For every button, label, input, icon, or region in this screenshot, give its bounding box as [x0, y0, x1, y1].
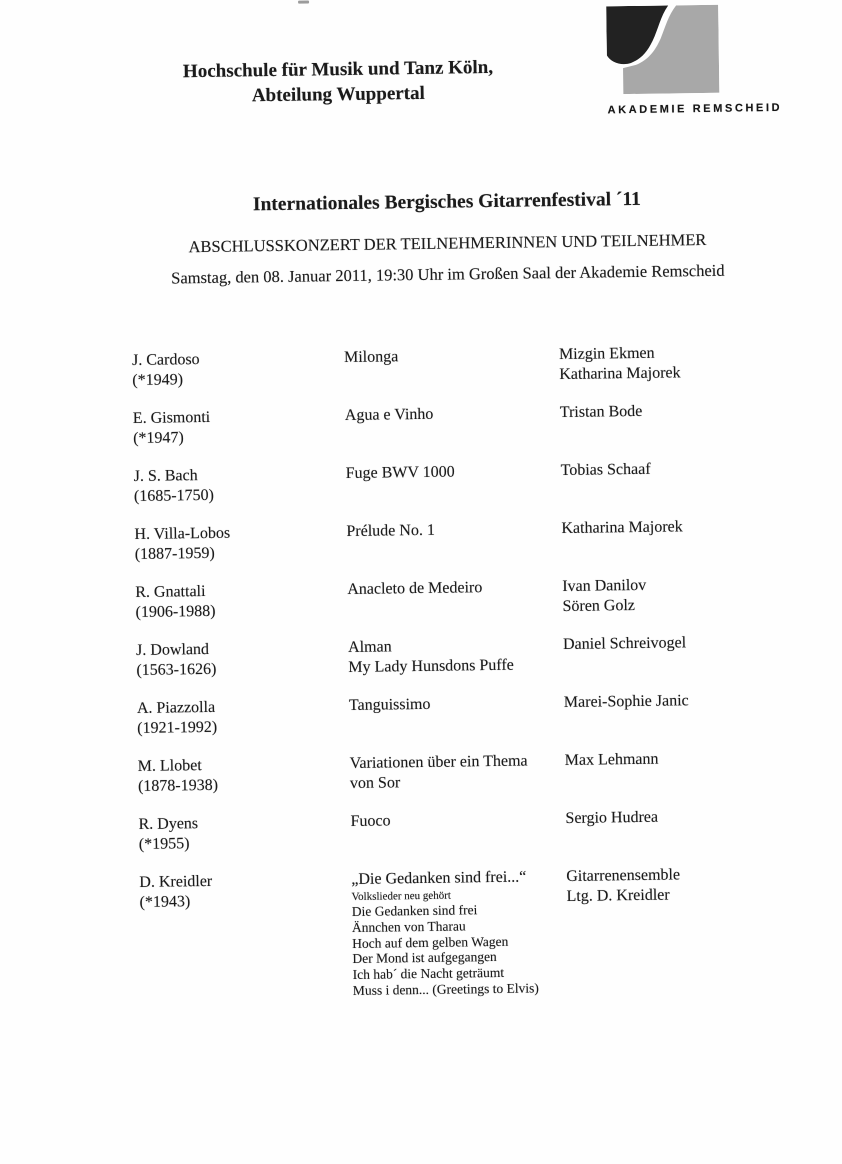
performers-cell — [564, 689, 822, 733]
composer-dates: (1921-1992) — [137, 718, 218, 737]
performer-name: Katharina Majorek — [561, 518, 683, 538]
performer-name: Tobias Schaaf — [560, 460, 651, 480]
piece-title: „Die Gedanken sind frei...“ — [351, 868, 527, 888]
performer-name: Tristan Bode — [559, 402, 643, 422]
piece-title: Prélude No. 1 — [346, 521, 436, 541]
composer-dates: (1906-1988) — [135, 602, 216, 621]
composer-cell — [138, 812, 351, 855]
composer-cell — [136, 638, 349, 681]
composer-dates: (*1943) — [139, 893, 191, 911]
program-row — [138, 805, 822, 855]
piece-title: Tanguissimo — [348, 695, 431, 715]
piece-title: von Sor — [349, 774, 401, 792]
piece-song: Hoch auf dem gelben Wagen — [352, 933, 509, 951]
performers-cell — [562, 573, 820, 617]
scan-artifact — [298, 0, 309, 3]
performer-name: Ivan Danilov — [562, 576, 647, 596]
performers-cell — [565, 805, 823, 849]
logo-mark — [606, 5, 719, 95]
composer-name: J. Cardoso — [131, 351, 200, 369]
composer-dates: (*1955) — [138, 835, 190, 853]
piece-cell — [347, 577, 563, 620]
piece-song: Ännchen von Tharau — [351, 918, 466, 935]
piece-song: Der Mond ist aufgegangen — [352, 949, 497, 967]
piece-title: Variationen über ein Thema — [349, 752, 528, 772]
composer-name: R. Gnattali — [135, 582, 206, 601]
logo-caption: AKADEMIE REMSCHEID — [607, 101, 783, 117]
composer-name: D. Kreidler — [139, 872, 213, 891]
performers-cell — [563, 631, 821, 675]
piece-cell — [350, 809, 566, 852]
performers-cell — [561, 457, 819, 501]
piece-title: Agua e Vinho — [344, 405, 434, 425]
concert-subtitle: ABSCHLUSSKONZERT DER TEILNEHMERINNEN UND TEILNEHMER — [188, 229, 707, 257]
program-row — [135, 573, 819, 623]
performers-cell — [559, 341, 817, 385]
performer-name: Daniel Schreivogel — [562, 634, 687, 654]
program-row — [134, 457, 818, 507]
composer-cell — [133, 406, 346, 449]
piece-song: Ich hab´ die Nacht geträumt — [352, 965, 505, 983]
performer-name: Marei-Sophie Janic — [563, 692, 689, 712]
piece-note: Volkslieder neu gehört — [351, 889, 452, 903]
piece-song: Die Gedanken sind frei — [351, 902, 478, 919]
piece-cell — [351, 867, 568, 999]
composer-dates: (1887-1959) — [134, 544, 215, 563]
program-row — [136, 631, 820, 681]
piece-title: Fuge BWV 1000 — [345, 463, 455, 483]
program-row — [132, 341, 816, 391]
performer-name: Sören Golz — [562, 597, 636, 616]
composer-cell — [137, 696, 350, 739]
piece-cell — [348, 635, 564, 678]
performer-name: Katharina Majorek — [559, 364, 681, 384]
piece-title: Alman — [347, 638, 392, 657]
composer-cell — [132, 348, 345, 391]
program-row — [133, 399, 817, 449]
composer-cell — [135, 580, 348, 623]
institution-line-1: Hochschule für Musik und Tanz Köln, — [182, 56, 494, 83]
composer-dates: (*1949) — [132, 371, 184, 389]
composer-name: J. S. Bach — [133, 467, 198, 485]
composer-dates: (1878-1938) — [137, 776, 219, 795]
composer-name: R. Dyens — [138, 815, 199, 833]
piece-song: Muss i denn... (Greetings to Elvis) — [352, 980, 539, 998]
program-row — [137, 689, 821, 739]
composer-dates: (1685-1750) — [133, 486, 215, 505]
piece-title: Anacleto de Medeiro — [347, 579, 483, 599]
performer-name: Ltg. D. Kreidler — [566, 886, 670, 905]
performers-cell — [566, 863, 825, 995]
composer-name: M. Llobet — [137, 757, 202, 775]
program-row — [134, 515, 818, 565]
performer-name: Sergio Hudrea — [565, 808, 659, 827]
piece-title: Fuoco — [350, 812, 391, 830]
program-row — [139, 863, 825, 1001]
composer-name: A. Piazzolla — [136, 698, 216, 717]
akademie-remscheid-logo — [606, 4, 783, 117]
composer-name: H. Villa-Lobos — [134, 524, 231, 543]
performers-cell — [565, 747, 823, 791]
composer-dates: (1563-1626) — [136, 660, 217, 679]
page-title: Internationales Bergisches Gitarrenfestival ´11 — [252, 188, 641, 216]
composer-name: E. Gismonti — [132, 408, 211, 427]
piece-cell — [345, 403, 561, 446]
performer-name: Gitarrenensemble — [566, 866, 681, 885]
performers-cell — [561, 515, 819, 559]
institution-heading — [138, 54, 539, 110]
composer-cell — [139, 870, 353, 1002]
piece-cell — [349, 693, 565, 736]
composer-dates: (*1947) — [133, 429, 184, 447]
composer-cell — [138, 754, 351, 797]
program-row — [138, 747, 822, 797]
institution-line-2: Abteilung Wuppertal — [251, 82, 425, 107]
concert-date-line: Samstag, den 08. Januar 2011, 19:30 Uhr im Großen Saal der Akademie Remscheid — [171, 260, 725, 288]
piece-cell — [350, 751, 566, 794]
performer-name: Mizgin Ekmen — [558, 344, 655, 364]
piece-title: Milonga — [343, 348, 399, 367]
program-table — [132, 341, 825, 1019]
composer-name: J. Dowland — [135, 640, 210, 659]
composer-cell — [134, 522, 347, 565]
piece-cell — [346, 519, 562, 562]
piece-cell — [344, 345, 560, 388]
piece-title: My Lady Hunsdons Puffe — [348, 656, 514, 677]
performer-name: Max Lehmann — [564, 750, 659, 769]
performers-cell — [560, 399, 818, 443]
composer-cell — [134, 464, 347, 507]
piece-cell — [346, 461, 562, 504]
